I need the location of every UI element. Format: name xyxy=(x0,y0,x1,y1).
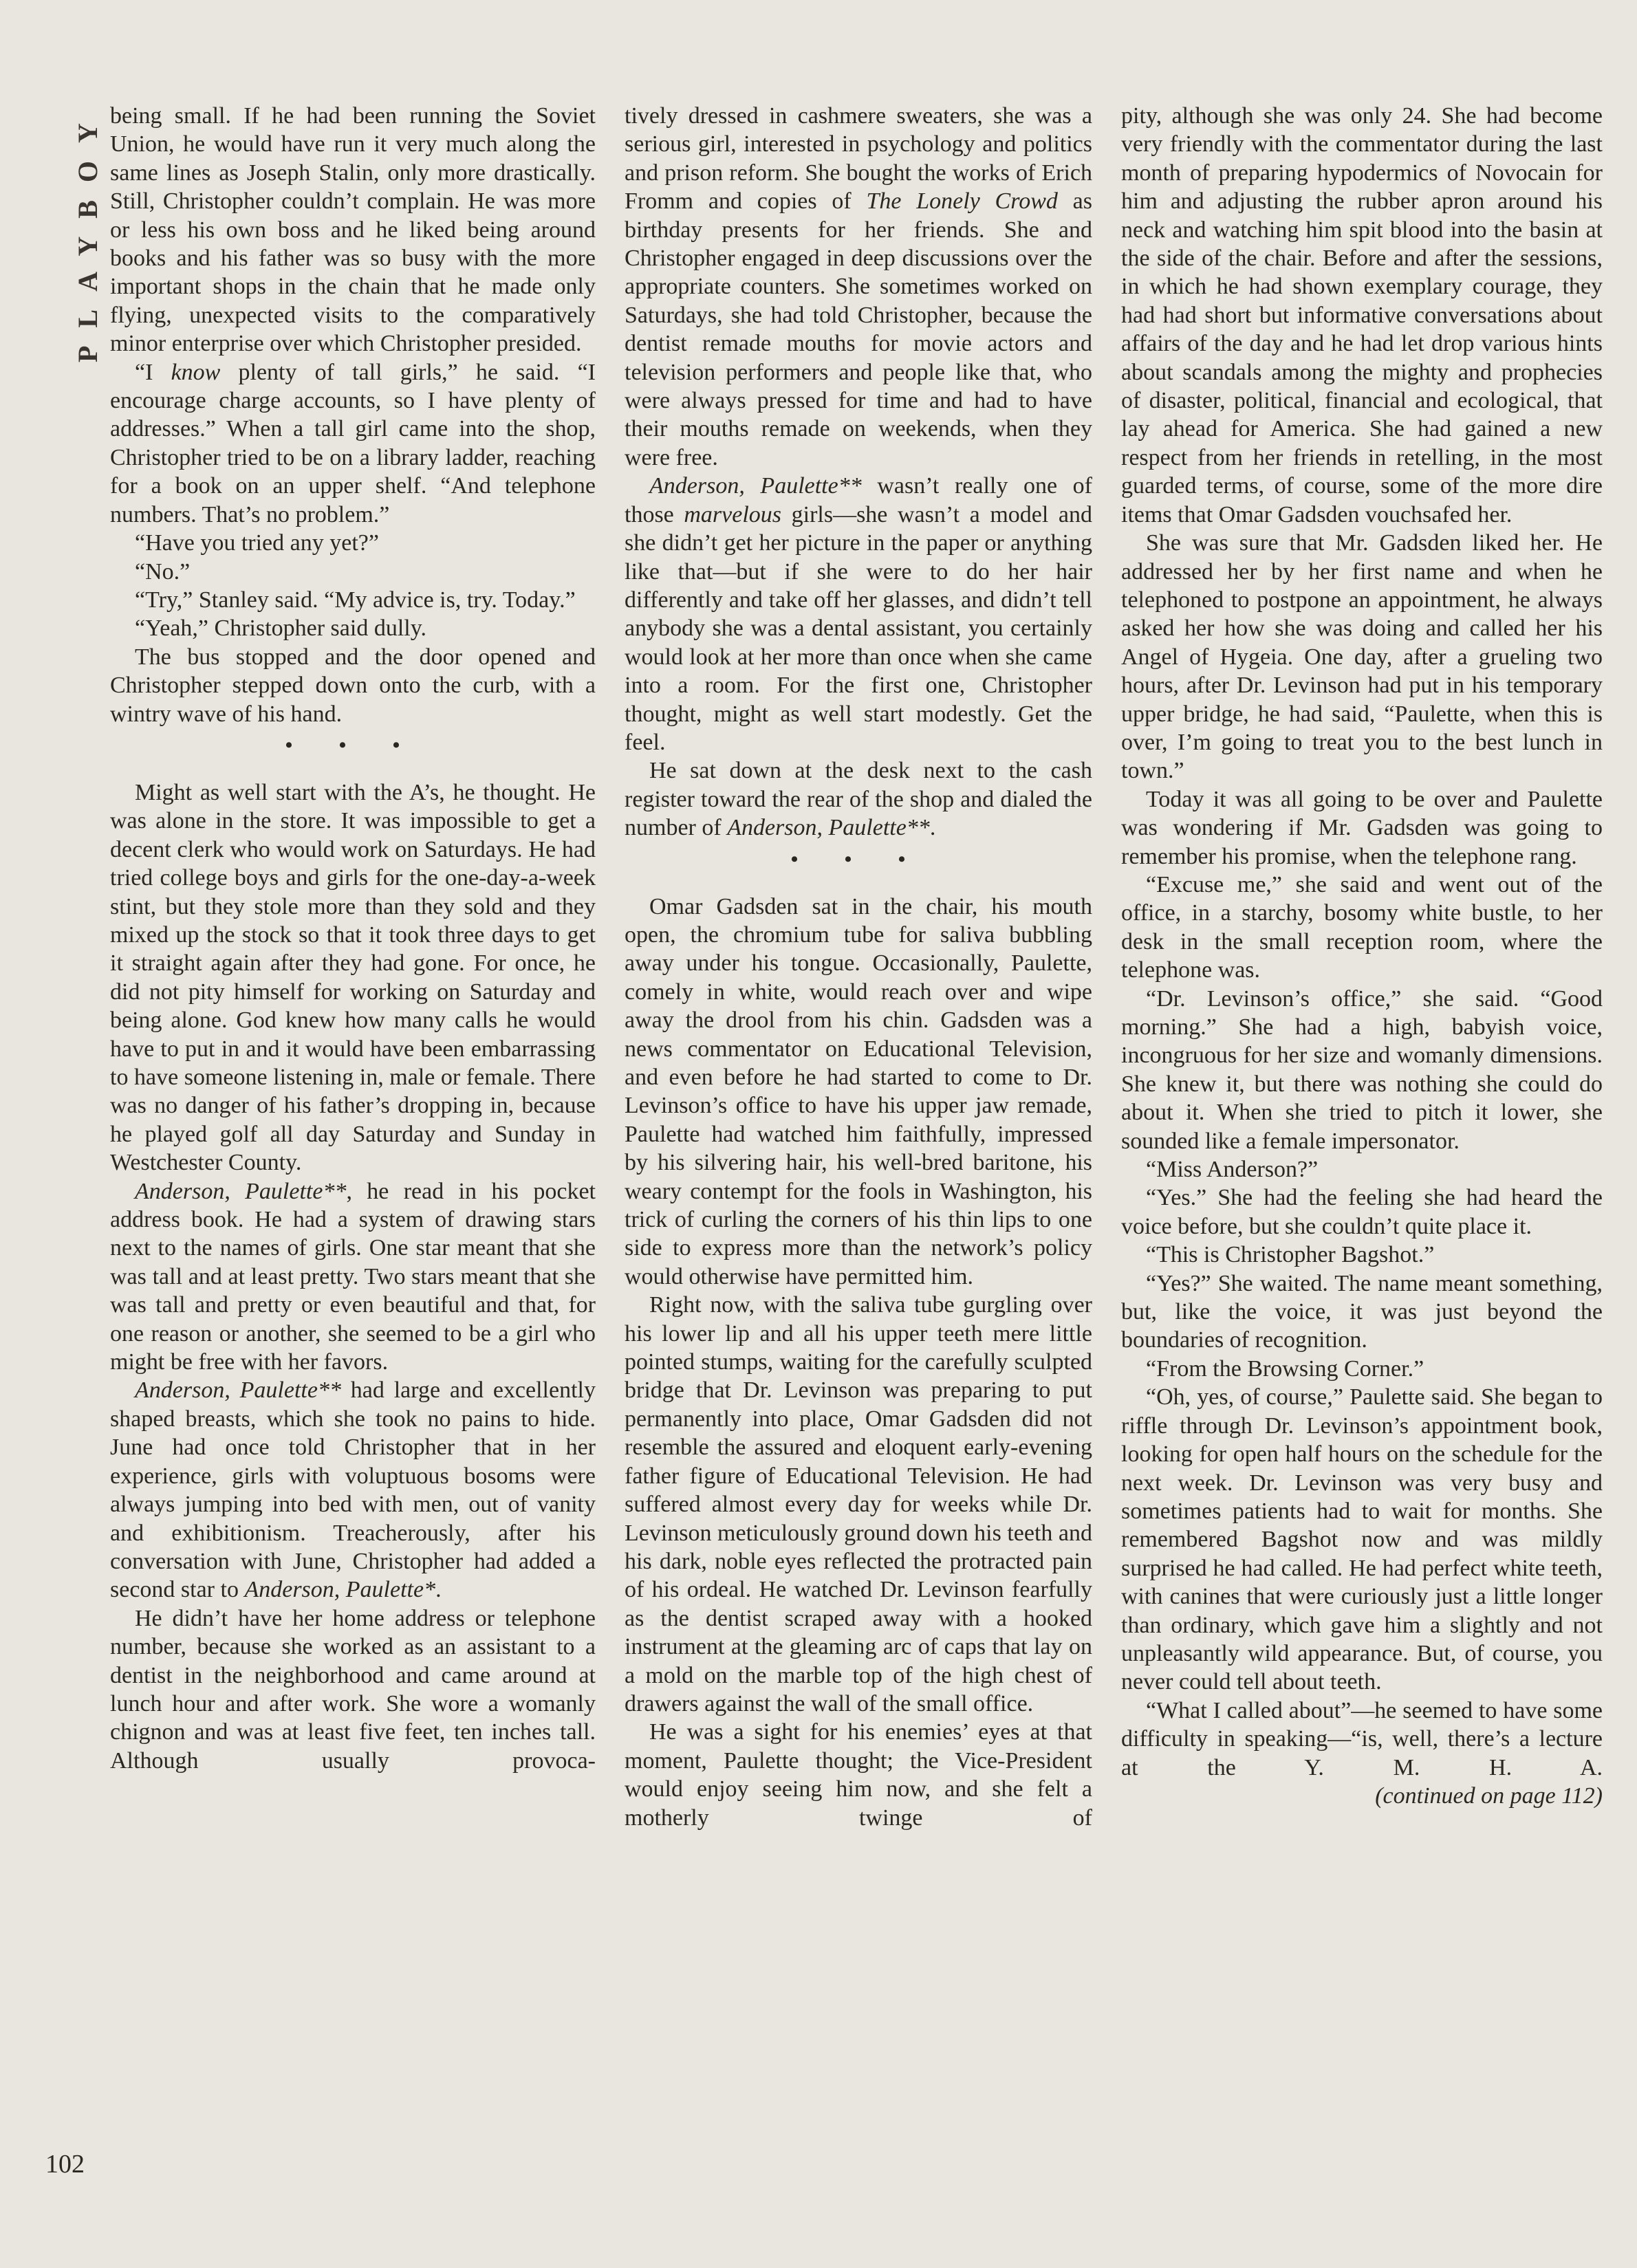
italic-text: Anderson, Paulette* xyxy=(244,1577,436,1603)
italic-text: Anderson, Paulette** xyxy=(649,473,862,499)
italic-text: Anderson, Paulette** xyxy=(135,1178,347,1204)
paragraph: “Have you tried any yet?” xyxy=(135,530,379,556)
paragraph xyxy=(625,102,1092,472)
text-run: as birthday presents for her friends. She and Christopher engaged in deep discussions over the appropriate counters. She sometimes worked on Saturdays, she had told Christopher, because the dentist remade mouths for movie actors and television performers and people like that, who were always pressed for time and had to have their mouths remade on weekends, when they were free. xyxy=(625,188,1092,470)
text-run: had large and excellently shaped breasts, which she took no pains to hide. June had once told Christopher that in her experience, girls with voluptuous bosoms were always jumping into bed with men, out of vanity and exhibitionism. Treacherously, after his conversation with June, Christopher had added a second star to xyxy=(110,1377,596,1603)
paragraph: “Yes?” She waited. The name meant something, but, like the voice, it was just beyond the boundaries of recognition. xyxy=(1121,1270,1603,1353)
paragraph: “No.” xyxy=(135,558,191,585)
paragraph: Might as well start with the A’s, he thought. He was alone in the store. It was impossible to get a decent clerk who would work on Saturdays. He had tried college boys and girls for the one-day-a-week stint, but they stole more than they sold and they mixed up the stock so that it took three days to get it straight again after they had gone. For once, he did not pity himself for working on Saturday and being alone. God knew how many calls he would have to put in and it would have been embarrassing to have someone listening in, male or female. There was no danger of his father’s dropping in, because he played golf all day Saturday and Sunday in Westchester County. xyxy=(110,779,596,1176)
text-run: He sat down at the desk next to the cash register toward the rear of the shop and dialed the number of xyxy=(625,758,1092,841)
text-run: girls—she wasn’t a model and she didn’t get her picture in the paper or anything like that—but if she were to do her hair differently and take off her glasses, and didn’t tell anybody she was a dental assistant, you certainly would look at her more than once when she came into a room. For the first one, Christopher thought, might as well start modestly. Get the feel. xyxy=(625,501,1092,755)
paragraph: “This is Christopher Bagshot.” xyxy=(1146,1242,1435,1268)
paragraph: She was sure that Mr. Gadsden liked her. He addressed her by her first name and when he telephoned to postpone an appointment, he always asked her how she was doing and called her his Angel of Hygeia. One day, after a grueling two hours, after Dr. Levinson had put in his temporary upper bridge, he had said, “Paulette, when this is over, I’m going to treat you to the best lunch in town.” xyxy=(1121,530,1603,784)
paragraph: pity, although she was only 24. She had become very friendly with the commentator during the last month of preparing hypodermics of Novocain for him and adjusting the rubber apron around his neck and watching him spit blood into the basin at the side of the chair. Before and after the sessions, in which he had shown exemplary courage, they had had short but informative conversations about affairs of the day and he had let drop various hints about scandals among the mighty and prophecies of disaster, political, financial and ecological, that lay ahead for America. She had gained a new respect from her friends in retelling, in the most guarded terms, of course, some of the more dire items that Omar Gadsden vouchsafed her. xyxy=(1121,103,1603,527)
masthead: PLAYBOY xyxy=(72,105,103,362)
text-column-2 xyxy=(625,102,1092,1832)
paragraph: “Dr. Levinson’s office,” she said. “Good morning.” She had a high, babyish voice, incongruous for her size and womanly dimensions. She knew it, but there was nothing she could do about it. When she tried to pitch it lower, she sounded like a female impersonator. xyxy=(1121,985,1603,1154)
text-run: plenty of tall girls,” he said. “I encourage charge accounts, so I have plenty of addresses.” When a tall girl came into the shop, Christopher tried to be on a library ladder, reaching for a book on an upper shelf. “And telephone numbers. That’s no problem.” xyxy=(110,359,596,527)
italic-text: Anderson, Paulette** xyxy=(135,1377,341,1404)
paragraph: “Try,” Stanley said. “My advice is, try. Today.” xyxy=(135,587,576,613)
text-run: “I xyxy=(135,359,171,385)
paragraph: The bus stopped and the door opened and Christopher stepped down onto the curb, with a wintry wave of his hand. xyxy=(110,644,596,727)
paragraph xyxy=(110,1177,596,1377)
paragraph: “Miss Anderson?” xyxy=(1146,1157,1319,1183)
section-break: • • • xyxy=(790,847,926,871)
paragraph: Omar Gadsden sat in the chair, his mouth open, the chromium tube for saliva bubbling away under his tongue. Occasionally, Paulette, comely in white, would reach over and wipe away the drool from his chin. Gadsden was a news commentator on Educational Television, and even before he had started to come to Dr. Levinson’s office to have his upper jaw remade, Paulette had watched him faithfully, impressed by his silvering hair, his well-bred baritone, his weary contempt for the fools in Washington, his trick of curling the corners of his thin lips to one side to express more than the network’s policy would otherwise have permitted him. xyxy=(625,893,1092,1289)
paragraph: He didn’t have her home address or telephone number, because she worked as an assistant to a dentist in the neighborhood and came around at lunch hour and after work. She wore a womanly chignon and was at least five feet, ten inches tall. Although usually provoca- xyxy=(110,1605,596,1774)
paragraph: “Yes.” She had the feeling she had heard the voice before, but she couldn’t quite place it. xyxy=(1121,1185,1603,1239)
text-run: . xyxy=(435,1577,442,1603)
paragraph xyxy=(625,472,1092,756)
paragraph: Today it was all going to be over and Paulette was wondering if Mr. Gadsden was going to remember his promise, when the telephone rang. xyxy=(1121,786,1603,869)
italic-text: Anderson, Paulette** xyxy=(727,815,930,841)
text-run: wasn’t really one of those xyxy=(625,473,1092,527)
page-number: 102 xyxy=(45,2150,85,2179)
text-run: , he read in his pocket address book. He had a system of drawing stars next to the names of girls. One star meant that she was tall and at least pretty. Two stars meant that she was tall and pretty or even beautiful and that, for one reason or another, she seemed to be a girl who might be free with her favors. xyxy=(110,1178,596,1375)
italic-text: know xyxy=(171,359,221,385)
text-run: tively dressed in cashmere sweaters, she was a serious girl, interested in psychology and politics and prison reform. She bought the works of Erich Fromm and copies of xyxy=(625,103,1092,215)
paragraph: “From the Browsing Corner.” xyxy=(1146,1355,1424,1382)
text-run: . xyxy=(929,815,936,841)
paragraph: “Excuse me,” she said and went out of the office, in a starchy, bosomy white bustle, to her desk in the small reception room, where the telephone was. xyxy=(1121,871,1603,983)
paragraph xyxy=(110,1376,596,1604)
paragraph xyxy=(110,358,596,529)
italic-text: marvelous xyxy=(684,501,782,527)
paragraph xyxy=(625,756,1092,842)
italic-text: The Lonely Crowd xyxy=(866,188,1058,215)
continuation-note: (continued on page 112) xyxy=(1375,1782,1603,1809)
paragraph: being small. If he had been running the Soviet Union, he would have run it very much along the same lines as Joseph Stalin, only more drastically. Still, Christopher couldn’t complain. He was more or less his own boss and he liked being around books and his father was so busy with the more important shops in the chain that he made only flying, unexpected visits to the comparatively minor enterprise over which Christopher presided. xyxy=(110,103,596,357)
text-column-1 xyxy=(110,102,596,1775)
paragraph: He was a sight for his enemies’ eyes at that moment, Paulette thought; the Vice-President would enjoy seeing him now, and she felt a motherly twinge of xyxy=(625,1719,1092,1831)
paragraph: “Yeah,” Christopher said dully. xyxy=(135,615,427,642)
text-column-3 xyxy=(1121,102,1603,1810)
paragraph: Right now, with the saliva tube gurgling over his lower lip and all his upper teeth mere little pointed stumps, waiting for the carefully sculpted bridge that Dr. Levinson was preparing to put permanently into place, Omar Gadsden did not resemble the assured and eloquent early-evening father figure of Educational Television. He had suffered almost every day for weeks while Dr. Levinson meticulously ground down his teeth and his dark, noble eyes reflected the protracted pain of his ordeal. He watched Dr. Levinson fearfully as the dentist scraped away with a hooked instrument at the gleaming arc of caps that lay on a mold on the marble top of the high chest of drawers against the wall of the small office. xyxy=(625,1292,1092,1716)
paragraph: “What I called about”—he seemed to have some difficulty in speaking—“is, well, there’s a lecture at the Y. M. H. A. xyxy=(1121,1697,1603,1780)
paragraph: “Oh, yes, of course,” Paulette said. She began to riffle through Dr. Levinson’s appointment book, looking for open half hours on the schedule for the next week. Dr. Levinson was very busy and sometimes patients had to wait for months. She remembered Bagshot now and was mildly surprised he had called. He had perfect white teeth, with canines that were curiously just a little longer than ordinary, which gave him a slightly and not unpleasantly wild appearance. But, of course, you never could tell about teeth. xyxy=(1121,1384,1603,1695)
section-break: • • • xyxy=(285,733,421,756)
